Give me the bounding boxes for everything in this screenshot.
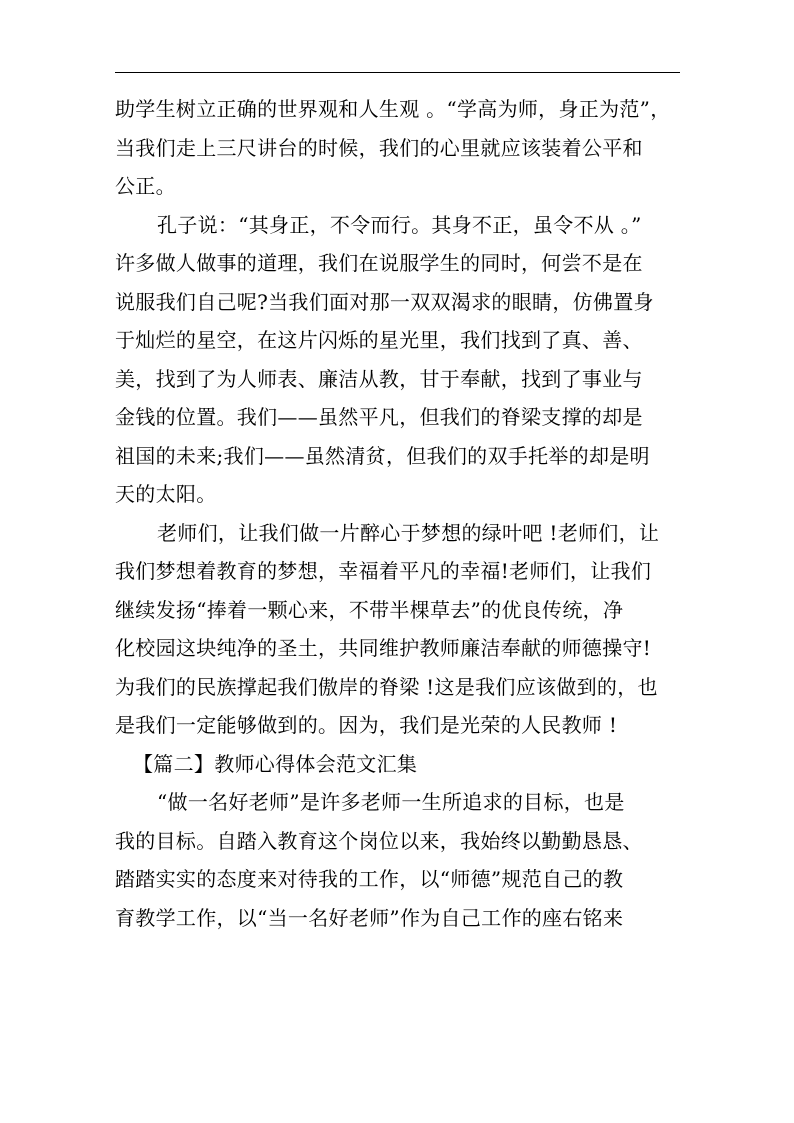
text-line: 为我们的民族撑起我们傲岸的脊梁 !这是我们应该做到的，也: [115, 674, 658, 699]
header-rule: [115, 72, 680, 73]
text-line: 我的目标。自踏入教育这个岗位以来，我始终以勤勤恳恳、: [115, 828, 643, 853]
text-line: 美，找到了为人师表、廉洁从教，甘于奉献，找到了事业与: [115, 366, 643, 391]
text-line: 当我们走上三尺讲台的时候，我们的心里就应该装着公平和: [115, 135, 643, 160]
text-line: 祖国的未来;我们——虽然清贫，但我们的双手托举的却是明: [115, 443, 650, 468]
text-line: 金钱的位置。我们——虽然平凡，但我们的脊梁支撑的却是: [115, 405, 643, 429]
text-line: 继续发扬“捧着一颗心来，不带半棵草去”的优良传统，净: [115, 597, 624, 622]
text-line: 育教学工作，以“当一名好老师”作为自己工作的座右铭来: [115, 905, 624, 930]
text-line: 许多做人做事的道理，我们在说服学生的同时，何尝不是在: [115, 251, 643, 275]
text-line: 说服我们自己呢?当我们面对那一双双渴求的眼睛，仿佛置身: [115, 289, 654, 314]
document-body: [115, 90, 715, 937]
text-line: 于灿烂的星空，在这片闪烁的星光里，我们找到了真、善、: [115, 328, 643, 352]
section-heading: 【篇二】教师心得体会范文汇集: [133, 751, 418, 776]
text-line: 化校园这块纯净的圣土，共同维护教师廉洁奉献的师德操守!: [115, 636, 652, 660]
text-line: 我们梦想着教育的梦想，幸福着平凡的幸福!老师们，让我们: [115, 559, 652, 583]
text-line: 助学生树立正确的世界观和人生观 。“学高为师，身正为范”，: [115, 97, 671, 121]
text-line: 公正。: [115, 174, 176, 198]
text-line: 是我们一定能够做到的。因为，我们是光荣的人民教师 !: [115, 713, 618, 737]
text-line: 老师们，让我们做一片醉心于梦想的绿叶吧 !老师们，让: [157, 520, 660, 545]
text-line: 孔子说：“其身正，不令而行。其身不正，虽令不从 。”: [157, 212, 642, 237]
text-line: 天的太阳。: [115, 482, 217, 506]
text-line: 踏踏实实的态度来对待我的工作，以“师德”规范自己的教: [115, 867, 624, 891]
text-line: “做一名好老师”是许多老师一生所追求的目标，也是: [157, 790, 625, 814]
